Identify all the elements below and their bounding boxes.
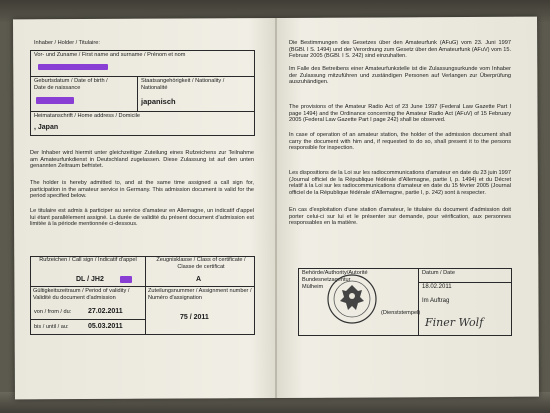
right-paragraph-french: Les dispositions de la Loi sur les radiocommunications d'amateur en date du 23 juin 1997 (Journal officiel de la République fédérale d'Allemagne, partie I, p. 1494) et du Décret relatif à la Loi sur les radiocommunications d'amateur en date du 15 février 2005 (Journal officiel de la République fédérale d'Allemagne, partie I, p. 242) sont à respecter. — [289, 170, 511, 196]
number-label: Zuteilungsnummer / Assignment number / Numéro d'assignation — [148, 288, 252, 301]
nationality-label-2: Nationalité — [141, 85, 168, 91]
right-paragraph-english-2: In case of operation of an amateur station, the holder of the admission document shall carry the document with him and, if requested to do so, shall present it to the persons responsible for inspection. — [289, 132, 511, 152]
validity-label: Gültigkeitszeitraum / Period of validity / Validité du document d'admission — [33, 288, 130, 301]
birth-label-2: Date de naissance — [34, 85, 81, 91]
birth-label-1: Geburtsdatum / Date of birth / — [34, 78, 108, 84]
holder-label: Inhaber / Holder / Titulaire: — [34, 40, 100, 46]
seal-caption: (Dienststempel) — [381, 310, 421, 316]
redacted-callsign-suffix — [120, 276, 132, 283]
date-label: Datum / Date — [422, 270, 455, 276]
authority-city: Mülheim — [302, 284, 324, 290]
from-value: 27.02.2011 — [88, 308, 123, 315]
authority-label: Behörde/Authority/Autorité — [302, 270, 368, 276]
address-label: Heimatanschrift / Home address / Domicile — [34, 113, 141, 119]
holder-info-box — [30, 50, 255, 136]
callsign-value: DL / JH2 — [76, 276, 104, 283]
right-paragraph-german: Die Bestimmungen des Gesetzes über den Amateurfunk (AFuG) vom 23. Juni 1997 (BGBl. I S. 1494) und der Verordnung zum Gesetz über den Amateurfunk (AFuV) vom 15. Februar 2005 (BGBl. I S. 242) sind einzuhalten. — [289, 40, 511, 60]
from-label: von / from / du: — [34, 309, 72, 315]
paragraph-german: Der Inhaber wird hiermit unter gleichzeitiger Zuteilung eines Rufzeichens zur Teilnahme am Amateurfunkdienst in Deutschland zugelassen. Diese Zulassung ist auf den unten genannten Zeitraum befristet. — [30, 150, 254, 170]
right-paragraph-french-2: En cas d'exploitation d'une station d'amateur, le titulaire du document d'admission doit porter celui-ci sur lui et le présenter sur demande, pour vérification, aux personnes responsables en la matière. — [289, 207, 511, 227]
signature: Finer Wolf — [425, 316, 484, 329]
class-label: Zeugnisklasse / Class of certificate / Classe de certificat — [156, 257, 246, 270]
name-label: Vor- und Zuname / First name and surname / Prénom et nom — [34, 52, 186, 58]
document-fold — [275, 18, 277, 398]
im-auftrag-label: Im Auftrag — [422, 298, 450, 304]
until-value: 05.03.2011 — [88, 323, 123, 330]
until-label: bis / until / au: — [34, 324, 69, 330]
nationality-value: japanisch — [141, 97, 176, 106]
nationality-label-1: Staatsangehörigkeit / Nationality / — [141, 78, 225, 84]
right-paragraph-german-2: Im Falle des Betreibens einer Amateurfunkstelle ist die Zulassungsurkunde vom Inhaber der Zulassung mitzuführen und zuständigen Personen auf Verlangen zur Überprüfung auszuhändigen. — [289, 66, 511, 86]
number-value: 75 / 2011 — [180, 314, 209, 321]
class-value: A — [196, 276, 202, 283]
official-seal-icon — [325, 272, 379, 326]
right-paragraph-english: The provisions of the Amateur Radio Act of 23 June 1997 (Federal Law Gazette Part I page 1494) and the Ordinance concerning the Amateur Radio Act (AFuV) of 15 February 2005 (Federal Law Gazette Part I page 242) shall be observed. — [289, 104, 511, 124]
redacted-birthdate — [36, 97, 74, 104]
callsign-label: Rufzeichen / Call sign / Indicatif d'appel — [39, 257, 137, 263]
paragraph-french: Le titulaire est admis à participer au service d'amateur en Allemagne, un indicatif d'appel lui étant parallèlement assigné. La durée de validité du présent document d'admission est limitée à la période mentionnée ci-dessous. — [30, 208, 254, 228]
address-value: , Japan — [34, 124, 59, 131]
date-value: 18.02.2011 — [422, 284, 452, 290]
authority-name: Bundesnetzagentur — [302, 277, 351, 283]
redacted-name — [38, 64, 108, 70]
paragraph-english: The holder is hereby admitted to, and at the same time assigned a call sign for, participation in the amateur service in Germany. This admission document is valid for the period specified below. — [30, 180, 254, 200]
